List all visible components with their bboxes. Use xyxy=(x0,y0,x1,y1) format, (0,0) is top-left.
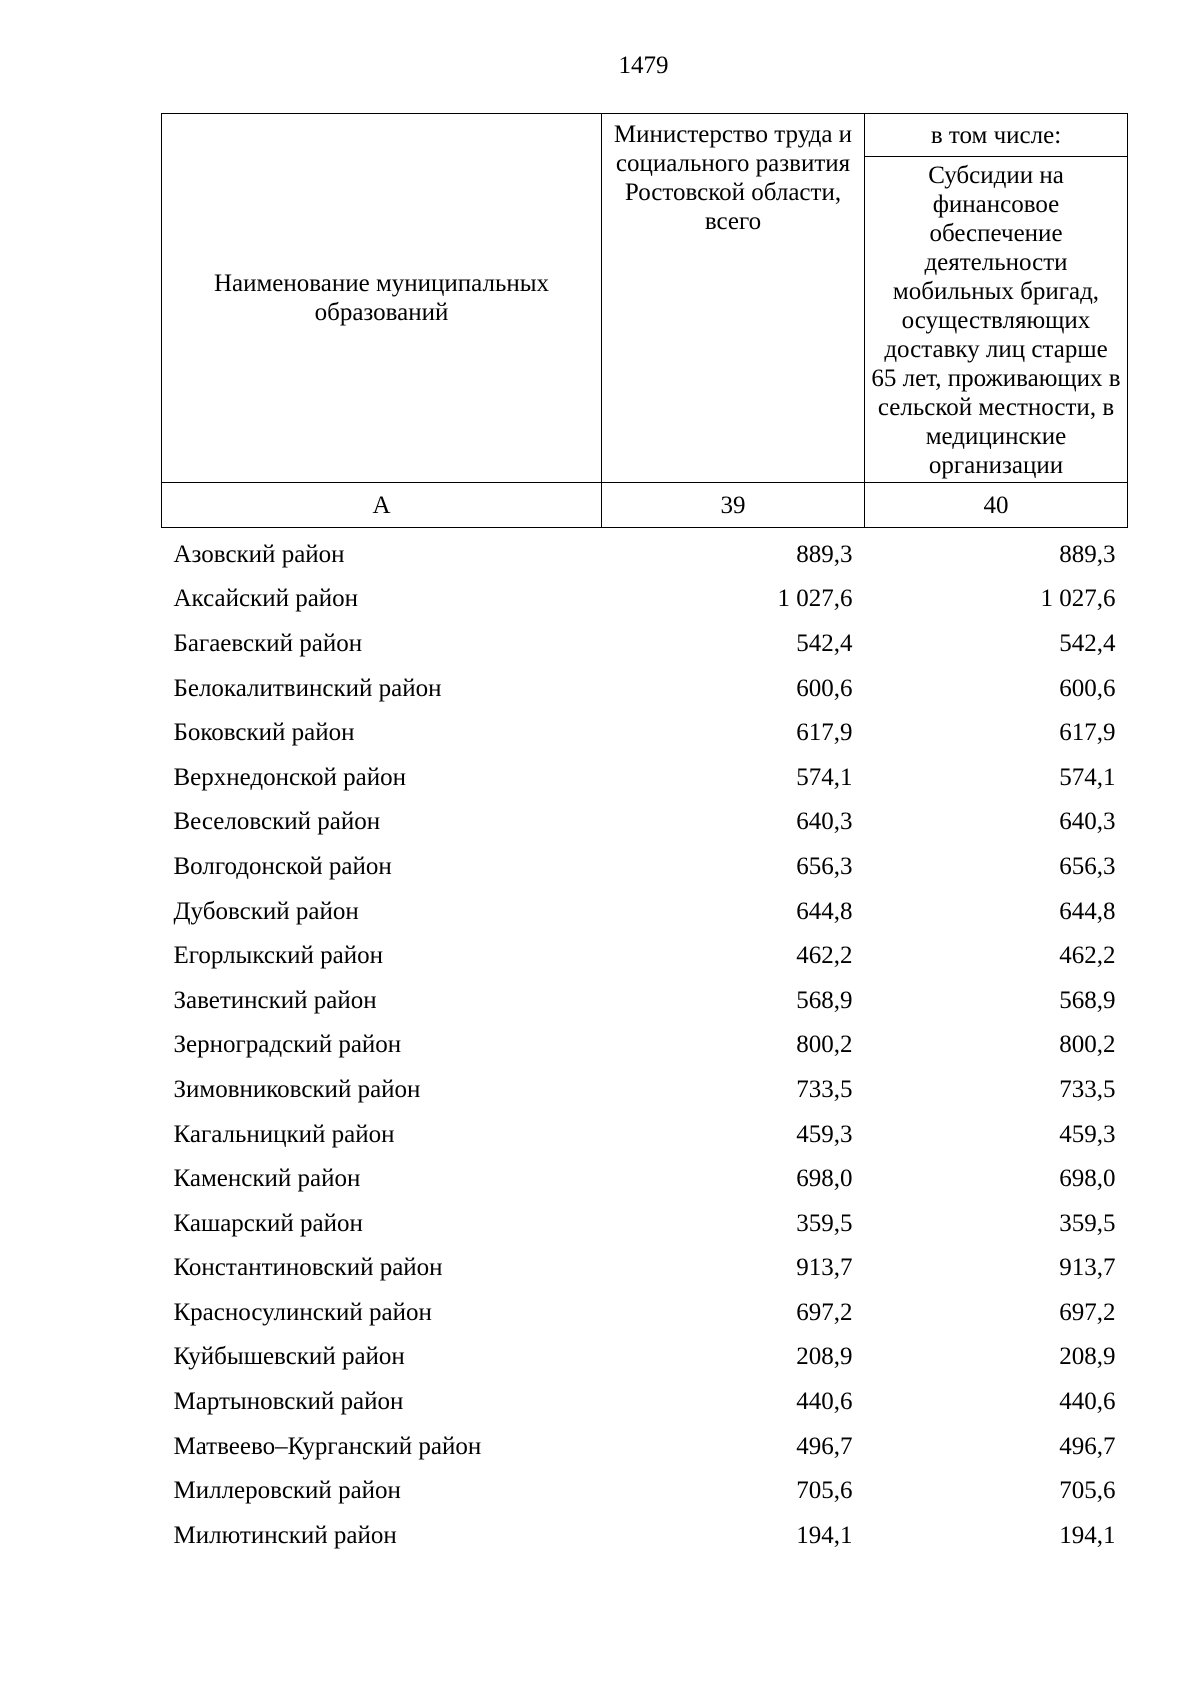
subsidy-cell: 640,3 xyxy=(1059,808,1116,836)
ministry-total-cell: 459,3 xyxy=(796,1120,853,1148)
table-row xyxy=(162,1513,1128,1558)
table-row xyxy=(162,577,1128,622)
subsidy-cell: 617,9 xyxy=(1059,719,1116,747)
municipality-name-cell: Кагальницкий район xyxy=(173,1120,395,1148)
subsidy-cell: 208,9 xyxy=(1059,1343,1116,1371)
ministry-total-cell: 913,7 xyxy=(796,1254,853,1282)
ministry-total-cell: 568,9 xyxy=(796,986,853,1014)
ministry-total-cell: 733,5 xyxy=(796,1075,853,1103)
municipality-name-cell: Веселовский район xyxy=(173,808,381,836)
ministry-total-cell: 698,0 xyxy=(796,1165,853,1193)
table-row xyxy=(162,1468,1128,1513)
municipality-name-cell: Дубовский район xyxy=(173,897,359,925)
subsidy-cell: 705,6 xyxy=(1059,1477,1116,1505)
municipality-name-cell: Куйбышевский район xyxy=(173,1343,405,1371)
table-row xyxy=(162,621,1128,666)
ministry-total-cell: 697,2 xyxy=(796,1298,853,1326)
header-mobile-brigades-subsidy: Субсидии на финансовое обеспечение деятельности мобильных бригад, осуществляющих доставку лиц старше 65 лет, проживающих в сельской местности, в медицинские организации xyxy=(865,157,1128,483)
table-row xyxy=(162,1201,1128,1246)
ministry-total-cell: 496,7 xyxy=(796,1432,853,1460)
subsidy-cell: 440,6 xyxy=(1059,1388,1116,1416)
table-row xyxy=(162,1156,1128,1201)
ministry-total-cell: 640,3 xyxy=(796,808,853,836)
municipality-name-cell: Егорлыкский район xyxy=(173,942,383,970)
municipality-name-cell: Мартыновский район xyxy=(173,1388,404,1416)
subsidy-cell: 1 027,6 xyxy=(1040,585,1116,613)
header-col-40: 40 xyxy=(865,483,1128,528)
municipality-name-cell: Милютинский район xyxy=(173,1521,397,1549)
table-row xyxy=(162,710,1128,755)
municipality-name-cell: Зимовниковский район xyxy=(173,1075,421,1103)
subsidy-cell: 889,3 xyxy=(1059,540,1116,568)
ministry-total-cell: 1 027,6 xyxy=(777,585,853,613)
table-row xyxy=(162,1379,1128,1424)
subsidy-cell: 600,6 xyxy=(1059,674,1116,702)
header-municipality-name: Наименование муниципальных образований xyxy=(162,114,602,483)
subsidy-cell: 359,5 xyxy=(1059,1209,1116,1237)
municipality-name-cell: Аксайский район xyxy=(173,585,359,613)
ministry-total-cell: 194,1 xyxy=(796,1521,853,1549)
municipality-name-cell: Кашарский район xyxy=(173,1209,363,1237)
table-row xyxy=(162,1424,1128,1469)
municipality-name-cell: Волгодонской район xyxy=(173,852,392,880)
ministry-total-cell: 462,2 xyxy=(796,942,853,970)
table-row xyxy=(162,800,1128,845)
table-row xyxy=(162,978,1128,1023)
subsidy-cell: 913,7 xyxy=(1059,1254,1116,1282)
municipality-name-cell: Каменский район xyxy=(173,1165,361,1193)
ministry-total-cell: 208,9 xyxy=(796,1343,853,1371)
table-row xyxy=(162,844,1128,889)
ministry-total-cell: 800,2 xyxy=(796,1031,853,1059)
table-row xyxy=(162,1067,1128,1112)
municipality-name-cell: Зерноградский район xyxy=(173,1031,402,1059)
subsidy-table xyxy=(161,113,1128,1558)
table-header xyxy=(162,114,1128,528)
municipality-name-cell: Белокалитвинский район xyxy=(173,674,442,702)
subsidy-cell: 644,8 xyxy=(1059,897,1116,925)
subsidy-cell: 698,0 xyxy=(1059,1165,1116,1193)
municipality-name-cell: Азовский район xyxy=(173,540,345,568)
table-row xyxy=(162,755,1128,800)
table-row xyxy=(162,1023,1128,1068)
table-row xyxy=(162,1335,1128,1380)
header-ministry-total: Министерство труда и социального развития Ростовской области, всего xyxy=(602,114,865,483)
ministry-total-cell: 644,8 xyxy=(796,897,853,925)
table-row xyxy=(162,528,1128,577)
subsidy-cell: 462,2 xyxy=(1059,942,1116,970)
table-body xyxy=(162,528,1128,1558)
subsidy-cell: 574,1 xyxy=(1059,763,1116,791)
ministry-total-cell: 705,6 xyxy=(796,1477,853,1505)
municipality-name-cell: Матвеево–Курганский район xyxy=(173,1432,482,1460)
subsidy-cell: 568,9 xyxy=(1059,986,1116,1014)
table-row xyxy=(162,666,1128,711)
municipality-name-cell: Боковский район xyxy=(173,719,355,747)
table-row xyxy=(162,1246,1128,1291)
ministry-total-cell: 359,5 xyxy=(796,1209,853,1237)
header-col-a: А xyxy=(162,483,602,528)
subsidy-cell: 496,7 xyxy=(1059,1432,1116,1460)
ministry-total-cell: 600,6 xyxy=(796,674,853,702)
table-row xyxy=(162,933,1128,978)
municipality-name-cell: Верхнедонской район xyxy=(173,763,406,791)
municipality-name-cell: Заветинский район xyxy=(173,986,377,1014)
subsidy-cell: 459,3 xyxy=(1059,1120,1116,1148)
ministry-total-cell: 889,3 xyxy=(796,540,853,568)
municipality-name-cell: Багаевский район xyxy=(173,629,363,657)
header-col-39: 39 xyxy=(602,483,865,528)
ministry-total-cell: 656,3 xyxy=(796,852,853,880)
table-row xyxy=(162,889,1128,934)
municipality-name-cell: Красносулинский район xyxy=(173,1298,432,1326)
table-row xyxy=(162,1112,1128,1157)
subsidy-cell: 697,2 xyxy=(1059,1298,1116,1326)
subsidy-cell: 800,2 xyxy=(1059,1031,1116,1059)
ministry-total-cell: 440,6 xyxy=(796,1388,853,1416)
subsidy-cell: 542,4 xyxy=(1059,629,1116,657)
header-including: в том числе: xyxy=(865,114,1128,157)
subsidy-cell: 656,3 xyxy=(1059,852,1116,880)
ministry-total-cell: 574,1 xyxy=(796,763,853,791)
ministry-total-cell: 617,9 xyxy=(796,719,853,747)
page-number: 1479 xyxy=(618,52,669,79)
municipality-name-cell: Константиновский район xyxy=(173,1254,443,1282)
subsidy-cell: 733,5 xyxy=(1059,1075,1116,1103)
subsidy-cell: 194,1 xyxy=(1059,1521,1116,1549)
municipality-name-cell: Миллеровский район xyxy=(173,1477,401,1505)
ministry-total-cell: 542,4 xyxy=(796,629,853,657)
table-row xyxy=(162,1290,1128,1335)
